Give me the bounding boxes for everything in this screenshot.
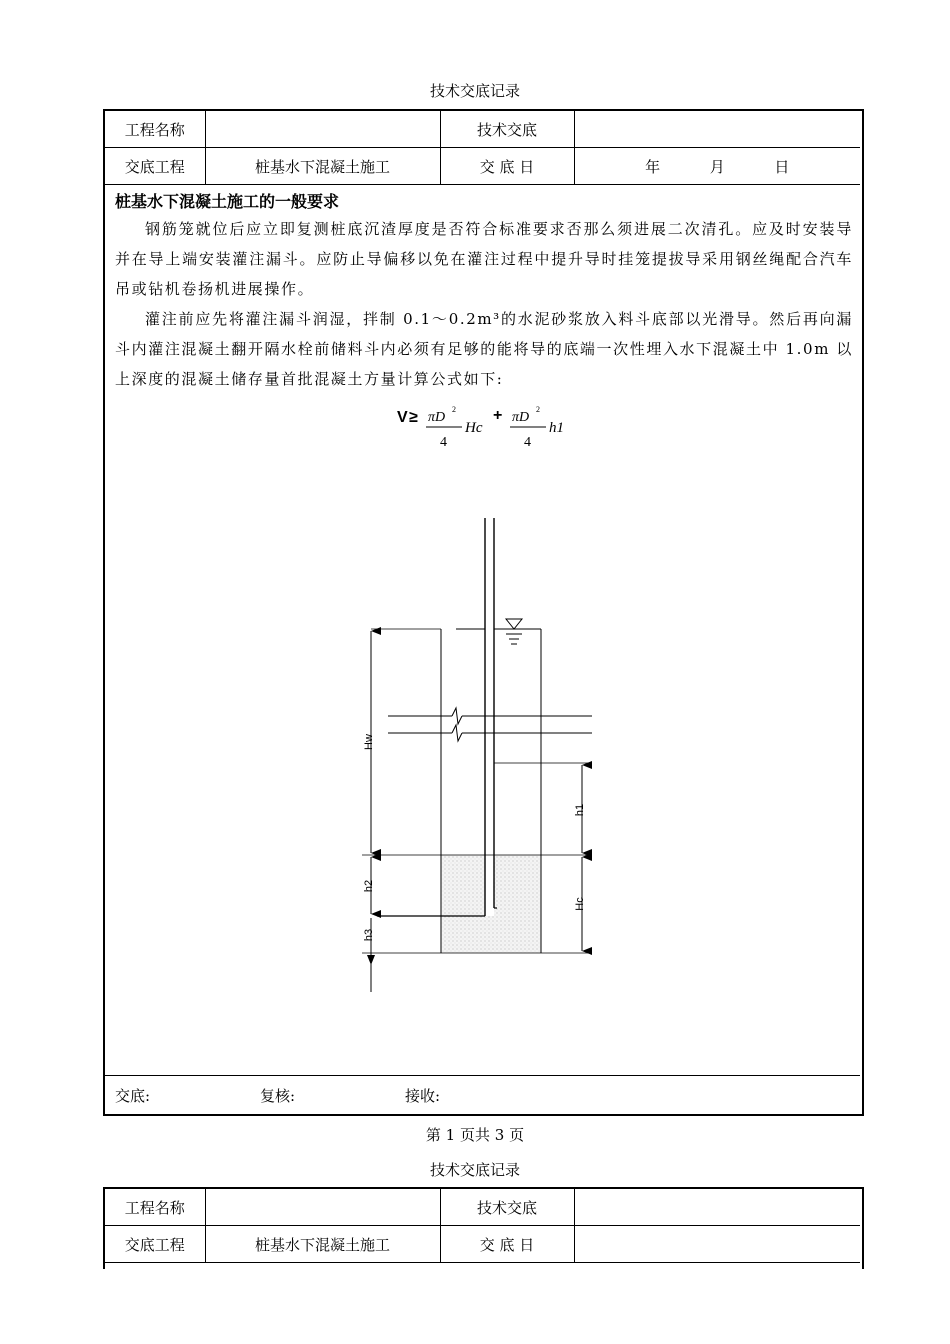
header-table bbox=[105, 111, 860, 185]
date-day: 日 bbox=[774, 157, 790, 176]
tech-label: 技术交底 bbox=[440, 111, 574, 148]
page2-project-name-value bbox=[205, 1189, 440, 1226]
hw-label: Hw bbox=[363, 734, 375, 750]
formula-num1: πD bbox=[428, 410, 446, 425]
h1-label: h1 bbox=[574, 803, 586, 817]
signature-row bbox=[105, 1075, 860, 1112]
handover-label: 交底: bbox=[115, 1087, 151, 1105]
formula-sup1: 2 bbox=[452, 405, 456, 414]
date-month: 月 bbox=[709, 157, 725, 176]
formula-var2: h1 bbox=[549, 420, 564, 436]
date-year: 年 bbox=[645, 157, 661, 176]
tremie-pipe bbox=[485, 518, 494, 916]
page2-tech-label: 技术交底 bbox=[440, 1189, 574, 1226]
content-body bbox=[115, 190, 853, 394]
tech-value bbox=[574, 111, 860, 148]
page-number: 第 1 页共 3 页 bbox=[425, 1126, 525, 1144]
item-value: 桩基水下混凝土施工 bbox=[205, 148, 440, 185]
section-heading: 桩基水下混凝土施工的一般要求 bbox=[115, 192, 340, 211]
paragraph-2: 灌注前应先将灌注漏斗润湿，拌制 0.1～0.2m³的水泥砂浆放入料斗底部以光滑导。然后再向漏斗内灌注混凝土翻开隔水栓前储料斗内必须有足够的能将导的底端一次性埋入水下混凝土中 1.0m 以上深度的混凝土储存量首批混凝土方量计算公式如下: bbox=[115, 310, 853, 388]
formula-sup2: 2 bbox=[536, 405, 540, 414]
project-name-value bbox=[205, 111, 440, 148]
page2-date-label: 交 底 日 bbox=[440, 1226, 574, 1263]
page-title: 技术交底记录 bbox=[429, 82, 520, 100]
page2-item-value: 桩基水下混凝土施工 bbox=[205, 1226, 440, 1263]
project-name-label: 工程名称 bbox=[105, 111, 205, 148]
h2-label: h2 bbox=[363, 879, 375, 893]
page2-tech-value bbox=[574, 1189, 860, 1226]
date-value bbox=[574, 148, 860, 185]
receive-label: 接收: bbox=[405, 1087, 441, 1105]
page2-item-label: 交底工程 bbox=[105, 1226, 205, 1263]
hc-label: Hc bbox=[574, 897, 586, 911]
date-label: 交 底 日 bbox=[440, 148, 574, 185]
volume-formula bbox=[0, 400, 950, 460]
formula-lhs: V bbox=[397, 409, 408, 426]
page2-date-value bbox=[574, 1226, 860, 1263]
formula-den1: 4 bbox=[440, 435, 447, 450]
item-label: 交底工程 bbox=[105, 148, 205, 185]
formula-ge: ≥ bbox=[409, 409, 418, 426]
pile-pouring-diagram bbox=[350, 510, 610, 1000]
paragraph-1: 钢筋笼就位后应立即复测桩底沉渣厚度是否符合标准要求否那么须进展二次清孔。应及时安装导并在导上端安装灌注漏斗。应防止导偏移以免在灌注过程中提升导时挂笼提拔导采用钢丝绳配合汽车吊或钻机卷扬机进展操作。 bbox=[115, 220, 853, 298]
page2-header-table bbox=[105, 1189, 860, 1263]
review-label: 复核: bbox=[260, 1087, 296, 1105]
formula-num2: πD bbox=[512, 410, 530, 425]
h3-label: h3 bbox=[363, 928, 375, 942]
page2-title: 技术交底记录 bbox=[429, 1161, 520, 1179]
formula-plus: + bbox=[493, 407, 503, 424]
water-level-icon bbox=[506, 619, 522, 629]
formula-den2: 4 bbox=[524, 435, 531, 450]
page2-project-name-label: 工程名称 bbox=[105, 1189, 205, 1226]
formula-var1: Hc bbox=[465, 420, 483, 436]
